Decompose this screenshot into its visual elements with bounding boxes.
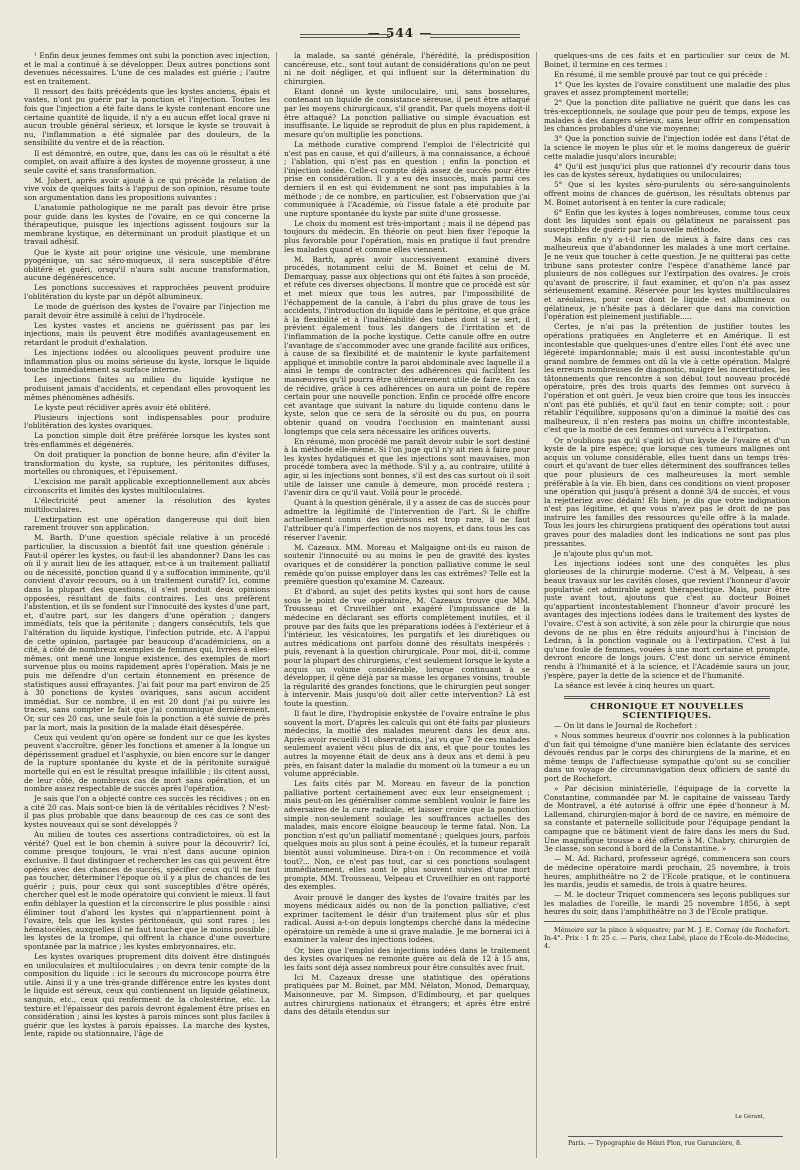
paragraph: Les injections faites au milieu du liquide kystique ne produisent jamais d'accidents, et cependant elles provoquent les mêmes phénomènes adhésifs. xyxy=(24,375,270,402)
paragraph: Il faut le dire, l'hydropisie enkystée de l'ovaire entraîne le plus souvent la mort. D'après les calculs qui ont été faits par plusieurs médecins, la moitié des malades meurent dans les deux ans. Après avoir recueilli 31 observations, j'ai vu que 7 de ces malades seulement avaient vécu plus de dix ans, et que pour toutes les autres la moyenne était de deux ans à deux ans et demi à peu près, en faisant dater la maladie du moment où la tumeur a eu un volume appréciable. xyxy=(284,709,530,779)
paragraph: La méthode curative comprend l'emploi de l'électricité qui n'est pas en cause, et qui d'ailleurs, à ma connaissance, a échoué ; l'ablation, qui n'est pas en question ; enfin la ponction et l'injection iodée. Celle-ci compte déjà assez de succès pour être prise en considération. Il y a eu des insuccès, mais parmi ces derniers il en est qui évidemment ne sont pas imputables à la méthode ; de ce nombre, en particulier, est l'observation que j'ai communiquée à l'Académie, où l'issue fatale a été produite par une rupture spontanée du kyste par suite d'une grossesse. xyxy=(284,139,530,218)
paragraph: Mais enfin n'y a-t-il rien de mieux à faire dans ces cas malheureux que d'abandonner les malades à une mort certaine. Je ne veux que toucher à cette question. Je ne quitterai pas cette tribune sans protester contre l'espèce d'anathème lancé par plusieurs de nos collègues sur l'extirpation des ovaires. Je crois qu'avant de proscrire, il faut examiner, et qu'on n'a pas assez sérieusement examiné. Réservée pour les kystes multiloculaires et aréolaires, pour ceux dont le liquide est albumineux ou gélatineux, je n'hésite pas à déclarer que dans ma conviction l'opération est pleinement justifiable..... xyxy=(544,234,790,322)
paragraph: Je n'ajoute plus qu'un mot. xyxy=(554,548,653,558)
list-item: 3° Que la ponction suivie de l'injection iodée est dans l'état de la science le moyen le plus sûr et le moins dangereux de guérir cette maladie jusqu'alors incurable; xyxy=(544,134,790,161)
paragraph: L'excision me paraît applicable exceptionnellement aux abcès circonscrits et limités des kystes multiloculaires. xyxy=(24,477,270,495)
printer-imprint: Paris. — Typographie de Henri Plon, rue Garancière, 8. xyxy=(568,1136,783,1147)
paragraph: Le choix du moment est très-important ; mais il ne dépend pas toujours du médecin. En théorie on peut bien fixer l'époque la plus favorable pour l'opération, mais en pratique il faut prendre les malades quand et comme elles viennent. xyxy=(284,218,530,254)
paragraph: En résumé, mon procédé me paraît devoir subir le sort destiné à la méthode elle-même. Si l'on juge qu'il n'y ait rien à faire pour les kystes hydatiques et que les injections sont mauvaises, mon procédé tombera avec la méthode. S'il y a, au contraire, utilité à agir, si les injections sont bonnes, s'il est des cas surtout où il soit utile de laisser une canule à demeure, mon procédé restera ; l'avenir dira ce qu'il vaut. Voilà pour le procédé. xyxy=(284,436,530,498)
paragraph: — On lit dans le Journal de Rochefort : xyxy=(554,720,698,730)
header-rule-right xyxy=(430,34,520,38)
paragraph: M. Jobert, après avoir ajouté à ce qui précède la relation de vive voix de quelques faits à l'appui de son opinion, résume toute son argumentation dans les propositions suivantes : xyxy=(24,175,270,202)
paragraph: La ponction simple doit être préférée lorsque les kystes sont très-enflammés et dégénérés. xyxy=(24,431,270,450)
paragraph: — M. le docteur Triquet commencera ses leçons publiques sur les maladies de l'oreille, le mardi 25 novembre 1856, à sept heures du soir, dans l'amphithéâtre no 3 de l'Ecole pratique. xyxy=(544,890,790,917)
paragraph: « Nous sommes heureux d'ouvrir nos colonnes à la publication d'un fait qui témoigne d'une manière bien éclatante des services dévoués rendus par le corps des chirurgiens de la marine, et en même temps de l'affectueuse sympathie qu'ont su se concilier dans un voyage de circumnavigation deux officiers de santé du port de Rochefort. xyxy=(544,731,790,783)
paragraph: ¹ Enfin deux jeunes femmes ont subi la ponction avec injection, et le mal a continué à se développer. Deux autres ponctions sont devenues nécessaires. L'une de ces malades est guérie ; l'autre est en traitement. xyxy=(24,52,270,86)
header-rule-left xyxy=(300,34,390,38)
paragraph: Et d'abord, au sujet des petits kystes qui sont hors de cause sous le point de vue opératoire, M. Cazeaux trouve que MM. Trousseau et Cruveilhier ont exagéré l'impuissance de la médecine en déclarant ses efforts complètement inutiles, et il prouve par des faits que les préparations iodées à l'extérieur et à l'intérieur, les vésicatoires, les purgatifs et les diurétiques ou autres médications ont parfois donné des résultats inespérés : puis, revenant à la question chirurgicale. Pour moi, dit-il, comme pour la plupart des chirurgiens, c'est seulement lorsque le kyste a acquis un volume considérable, lorsque continuant à se développer, il gêne déjà par sa masse les organes voisins, trouble la régularité des grandes fonctions, que le chirurgien peut songer à intervenir. Mais jusqu'où doit aller cette intervention? Là est toute la question. xyxy=(284,587,530,708)
section-heading: CHRONIQUE ET NOUVELLES SCIENTIFIQUES. xyxy=(590,702,744,721)
bibliography-note: Mémoire sur la pince à séquestre; par M. J. E. Cornay (de Rochefort. In-4°. Prix : 1 fr. 25 c. — Paris, chez Labé, place de l'École-de-Médecine, 4. xyxy=(544,926,790,950)
section-divider xyxy=(564,696,770,699)
paragraph: — M. Ad. Richard, professeur agrégé, commencera son cours de médecine opératoire mardi prochain, 25 novembre, à trois heures, amphithéâtre no 2 de l'Ecole pratique, et le continuera les mardis, jeudis et samedis, de trois à quatre heures. xyxy=(544,854,790,890)
paragraph: Les ponctions successives et rapprochées peuvent produire l'oblitération du kyste par un dépôt albumineux. xyxy=(24,283,270,302)
list-item: 4° Qu'il est jusqu'ici plus que rationnel d'y recourir dans tous les cas de kystes séreux, hydatiques ou uniloculaires; xyxy=(544,161,790,180)
paragraph: Les kystes vastes et anciens ne guérissent pas par les injections, mais ils peuvent être modifiés avantageusement en retardant le produit d'exhalation. xyxy=(24,320,270,347)
paragraph: quelques-uns de ces faits et en particulier sur ceux de M. Boinet, il termine en ces termes : xyxy=(544,52,790,69)
paragraph: L'anatomie pathologique ne me paraît pas devoir être prise pour guide dans les kystes de l'ovaire, en ce qui concerne la thérapeutique, puisque les injections agissent toujours sur la membrane kystique, en déterminant un produit plastique et un travail adhésif. xyxy=(24,203,270,247)
list-item: 2° Que la ponction dite palliative ne guérit que dans les cas très-exceptionnels, ne soulage que pour peu de temps, expose les malades à des dangers sérieux, sans leur offrir en compensation les chances probables d'une vie moyenne; xyxy=(544,98,790,134)
text-column-1 xyxy=(24,52,270,1162)
paragraph: M. Barth, après avoir successivement examiné divers procédés, notamment celui de M. Boinet et celui de M. Demarquay, passe aux objections qui ont été faites à son procédé, et réfute ces diverses objections. Il montre que ce procédé est sûr et met mieux que tous les autres, par l'impossibilité de l'échappement de la canule, à l'abri du plus grave de tous les accidents, l'introduction du liquide dans le péritoine, et que grâce à la flexibilité et à l'inaltérabilité des tubes dont il se sert, il prévient également tous les dangers de l'irritation et de l'inflammation de la poche kystique. Cette canule offre en outre l'avantage de s'accommoder avec une grande facilité aux orifices, à cause de sa flexibilité et de maintenir le kyste parfaitement appliqué et immobile contre la paroi abdominale avec laquelle il a ainsi le temps de contracter des adhérences qui facilitent les manœuvres qu'il pourra être ultérieurement utile de faire. En cas de récidive, grâce à ces adhérences on aura un point de repère certain pour une nouvelle ponction. Enfin ce procédé offre encore cet avantage que suivant la nature du liquide contenu dans le kyste, selon que ce sera de la sérosité ou du pus, on pourra obtenir quand on voudra l'occlusion en maintenant aussi longtemps que cela sera nécessaire les orifices ouverts. xyxy=(284,254,530,436)
paragraph: Certes, je n'ai pas la prétention de justifier toutes les opérations pratiquées en Angleterre et en Amérique. Il est incontestable que quelques-unes d'entre elles l'ont été avec une légèreté impardonnable; mais il est aussi incontestable qu'un grand nombre de femmes ont dû la vie à cette opération. Malgré les erreurs nombreuses de diagnostic, malgré les incertitudes, les tâtonnements que rencontre à son début tout nouveau procédé opératoire, près des trois quarts des femmes ont survécu à l'opération et ont guéri. Je veux bien croire que tous les insuccès n'ont pas été publiés, et qu'il faut en tenir compte; soit : pour rétablir l'équilibre, supposons qu'on a diminué la moitié des cas malheureux, il n'en restera pas moins un chiffre incontestable, c'est que la moitié de ces femmes ont survécu à l'extirpation. xyxy=(544,322,790,435)
paragraph: Or, bien que l'emploi des injections iodées dans le traitement des kystes ovariques ne remonte guère au delà de 12 à 15 ans, les faits sont déjà assez nombreux pour être consultés avec fruit. xyxy=(284,945,530,972)
list-item: 5° Que si les kystes séro-purulents ou séro-sanguinolents offrent moins de chances de guérison, les résultats obtenus par M. Boinet autorisent à en tenter la cure radicale; xyxy=(544,180,790,207)
paragraph: La séance est levée à cinq heures un quart. xyxy=(554,680,715,690)
paragraph: » Par décision ministérielle, l'équipage de la corvette la Constantine, commandée par M. le capitaine de vaisseau Tardy de Montravel, a été autorisé à offrir une épée d'honneur à M. Lallemand, chirurgien-major à bord de ce navire, en mémoire de sa constante et paternelle sollicitude pour l'équipage pendant la campagne que ce bâtiment vient de faire dans les mers du Sud. Une magnifique trousse a été offerte à M. Chabry, chirurgien de 3e classe, son second à bord de la Constantine. » xyxy=(544,784,790,854)
page-number: — 544 — xyxy=(362,26,438,40)
column-divider xyxy=(276,52,277,1158)
gerant-label: Le Gérant, xyxy=(735,1114,765,1120)
paragraph: Que le kyste ait pour origine une vésicule, une membrane pyogénique, un sac séro-muqueux, il sera susceptible d'être oblitéré et guéri, orsqu'il n'aura subi aucune transformation, aucune dégénérescence. xyxy=(24,247,270,283)
paragraph: L'extirpation est une opération dangereuse qui doit bien rarement trouver son application. xyxy=(24,514,270,533)
paragraph: Le mode de guérison des kystes de l'ovaire par l'injection me paraît devoir être assimilé à celui de l'hydrocèle. xyxy=(24,302,270,320)
paragraph: On doit pratiquer la ponction de bonne heure, afin d'éviter la transformation du kyste, sa rupture, les péritonites diffuses, mortelles ou chroniques, et l'épuisement. xyxy=(24,450,270,477)
paragraph: Le kyste peut récidiver après avoir été oblitéré. xyxy=(34,402,211,412)
paragraph: Les kystes ovariques proprement dits doivent être distingués en uniloculaires et multiloculaires ; on devra tenir compte de la composition du liquide : ici le secours du microscope pourra être utile. Ainsi il y a une très-grande différence entre les kystes dont le liquide est séreux, ceux qui contiennent un liquide gélatineux, sanguin, etc., ceux qui renferment de la cholestérine, etc. La texture et l'épaisseur des parois devront également être prises en considération ; ainsi les kystes à parois minces sont plus faciles à guérir que les kystes à parois épaisses. La marche des kystes, lente, rapide ou stationnaire, l'âge de xyxy=(24,951,270,1039)
page-header xyxy=(0,26,800,40)
paragraph: M. Barth. D'une question spéciale relative à un procédé particulier, la discussion a bientôt fait une question générale : Faut-il opérer les kystes, ou faut-il les abandonner? Dans les cas où il y aurait lieu de les attaquer, est-ce à un traitement palliatif ou de nécessité, ponction quand il y a suffocation imminente, qu'il convient d'avoir recours, ou à un traitement curatif? Ici, comme dans la plupart des questions, il s'est produit deux opinions opposées, résultant de faits contraires. Les uns préfèrent l'abstention, et ils se fondent sur l'innocuité des kystes d'une part, et, d'autre part, sur les dangers d'une opération ; dangers immédiats, tels que la péritonite ; dangers consécutifs, tels que l'altération du liquide kystique, l'infection putride, etc. A l'appui de cette opinion, partagée par beaucoup d'académiciens, on a cité, à côté de nombreux exemples de femmes qui, livrées à elles-mêmes, ont mené une longue existence, des exemples de mort survenue plus ou moins rapidement après l'opération. Mais je ne puis me défendre d'un certain étonnement en présence de statistiques aussi effrayantes. J'ai fait pour ma part environ de 25 à 30 ponctions de kystes ovariques, sans aucun accident immédiat. Sur ce nombre, il en est 20 dont j'ai pu suivre les traces, sans compter le fait que j'ai communiqué dernièrement. Or, sur ces 20 cas, une seule fois la ponction a été suivie de près par la mort, mais la position de la malade était désespérée. xyxy=(24,533,270,732)
paragraph: Etant donné un kyste uniloculaire, uni, sans bosselures, contenant un liquide de consistance séreuse, il peut être attaqué par les moyens chirurgicaux, s'il grandit. Par quels moyens doit-il être attaqué? La ponction palliative ou simple évacuation est insuffisante. Le liquide se reproduit de plus en plus rapidement, à mesure qu'on multiplie les ponctions. xyxy=(284,86,530,139)
paragraph: Les injections iodées sont une des conquêtes les plus glorieuses de la chirurgie moderne. C'est à M. Velpeau, à ses beaux travaux sur les cavités closes, que revient l'honneur d'avoir popularisé cet admirable agent thérapeutique. Mais, pour être juste avant tout, ajoutons que c'est au docteur Boinet qu'appartient incontestablement l'honneur d'avoir procuré les avantages des injections iodées dans le traitement des kystes de l'ovaire. C'est à son activité, à son zèle pour la chirurgie que nous devons de ne plus en être réduits aujourd'hui à l'incision de Ledran, à la ponction vaginale ou à l'extirpation. C'est à lui qu'une foule de femmes, vouées à une mort certaine et prompte, devront encore de longs jours. C'est donc un service éminent rendu à l'humanité et à la science, et l'Académie saura un jour, j'espère, payer la dette de la science et de l'humanité. xyxy=(544,558,790,680)
paragraph: Plusieurs injections sont indispensables pour produire l'oblitération des kystes ovariques. xyxy=(24,412,270,431)
text-column-2 xyxy=(284,52,530,1162)
paragraph: Il ressort des faits précédents que les kystes anciens, épais et vastes, n'ont pu guérir par la ponction et l'injection. Toutes les fois que l'injection a été faite dans le kyste contenant encore une certaine quantité de liquide, il n'y a eu aucun effet local grave ni aucun trouble général sérieux, et lorsque le kyste se trouvait à nu, l'inflammation a été signalée par des douleurs, de la sensibilité du ventre et de la réaction. xyxy=(24,86,270,148)
paragraph: En résumé, il me semble prouvé par tout ce qui précède : xyxy=(554,69,768,79)
list-item: 6° Enfin que les kystes à loges nombreuses, comme tous ceux dont les liquides sont épais ou gélatineux ne paraissent pas susceptibles de guérir par la nouvelle méthode. xyxy=(544,207,790,234)
paragraph: Je sais que l'on a objecté contre ces succès les récidives ; on en a cité 20 cas. Mais sont-ce bien là de véritables récidives ? N'est-il pas plus probable que dans beaucoup de ces cas ce sont des kystes nouveaux qui se sont développés ? xyxy=(24,794,270,830)
paragraph: la malade, sa santé générale, l'hérédité, la prédisposition cancéreuse, etc., sont tout autant de considérations qu'on ne peut ni ne doit négliger, et qui influent sur la détermination du chirurgien. xyxy=(284,52,530,86)
paragraph: L'électricité peut amener la résolution des kystes multiloculaires. xyxy=(24,496,270,514)
paragraph: Ceux qui veulent qu'on opère se fondent sur ce que les kystes peuvent s'accroître, gêner les fonctions et amener à la longue un dépérissement graduel et l'asphyxie, ou bien encore sur le danger de la rupture spontanée du kyste et de la péritonite suraiguë mortelle qui en est le résultat presque infaillible ; ils citent aussi, de leur côté, de nombreux cas de mort sans opération, et un nombre assez respectable de succès après l'opération. xyxy=(24,732,270,794)
paragraph: M. Cazeaux. MM. Moreau et Malgaigne ont-ils eu raison de soutenir l'innocuité ou au moins le peu de gravité des kystes ovariques et de considérer la ponction palliative comme le seul remède qu'on puisse employer dans les cas extrêmes? Telle est la première question qu'examine M. Cazeaux. xyxy=(284,542,530,587)
section-divider xyxy=(544,921,790,922)
paragraph: Avoir prouvé le danger des kystes de l'ovaire traités par les moyens médicaux aidés ou non de la ponction palliative, c'est exprimer tacitement le désir d'un traitement plus sûr et plus radical. Aussi a-t-on depuis longtemps cherché dans la médecine opératoire un remède à une si grave maladie. Je me bornerai ici à examiner la valeur des injections iodées. xyxy=(284,892,530,945)
column-divider xyxy=(536,52,537,1158)
text-column-3 xyxy=(544,52,790,1162)
paragraph: Il est démontré, en outre, que, dans les cas où le résultat a été complet, on avait affaire à des kystes de moyenne grosseur, à une seule cavité et sans transformation. xyxy=(24,148,270,175)
paragraph: Ici M. Cazeaux dresse une statistique des opérations pratiquées par M. Boinet, par MM. Nélaton, Monod, Demarquay, Maisonneuve, par M. Simpson, d'Edimbourg, et par quelques autres chirurgiens nationaux et étrangers; et après être entré dans des détails étendus sur xyxy=(284,972,530,1017)
paragraph: Les injections iodées ou alcooliques peuvent produire une inflammation plus ou moins sérieuse du kyste, lorsque le liquide touche immédiatement sa surface interne. xyxy=(24,348,270,375)
paragraph: Au milieu de toutes ces assertions contradictoires, où est la vérité? Quel est le bon chemin à suivre pour la découvrir? Ici, comme presque toujours, le vrai n'est dans aucune opinion exclusive. Il faut distinguer et rechercher les cas qui peuvent être opérés avec des chances de succès, spécifier ceux qu'il ne faut pas toucher, déterminer l'époque où il y a plus de chances de les guérir ; puis, pour ceux qui sont susceptibles d'être opérés, chercher quel est le mode opératoire qui convient le mieux. Il faut enfin déblayer la question et la circonscrire le plus possible : ainsi éliminer tout d'abord les kystes qui n'appartiennent point à l'ovaire, tels que les kystes péritonéaux, qui sont rares ; les hématocèles, auxquelles il ne faut toucher que le moins possible ; les kystes de la trompe, qui offrent la chance d'une ouverture spontanée par la matrice ; les kystes embryonnaires, etc. xyxy=(24,830,270,951)
list-item: 1° Que les kystes de l'ovaire constituent une maladie des plus graves et assez promptement mortelle; xyxy=(544,79,790,98)
paragraph: Quant à la question générale, il y a assez de cas de succès pour admettre la légitimité de l'intervention de l'art. Si le chiffre actuellement connu des guérisons est trop rare, il ne faut l'attribuer qu'à l'imperfection de nos moyens, et dans tous les cas réserver l'avenir. xyxy=(284,498,530,542)
paragraph: Or n'oublions pas qu'il s'agit ici d'un kyste de l'ovaire et d'un kyste de la pire espèce; que lorsque ces tumeurs malignes ont acquis un volume considérable, elles tuent dans un temps très-court et qu'avant de tuer elles déterminent des souffrances telles que pour plusieurs de ces malheureuses la mort semble préférable à la vie. Eh bien, dans ces conditions on vient proposer une opération qui jusqu'à présent a donné 3/4 de succès, et vous la rejetteriez avec dédain! Eh bien, je dis que votre indignation n'est pas légitime, et que vous n'avez pas le droit de ne pas instruire les familles des ressources qu'elle offre à la malade. Tous les jours les chirurgiens pratiquent des opérations tout aussi graves pour des maladies dont les indications ne sont pas plus pressantes. xyxy=(544,435,790,548)
paragraph: Les faits cités par M. Moreau en faveur de la ponction palliative portent certainement avec eux leur enseignement ; mais peut-on les généraliser comme semblent vouloir le faire les adversaires de la cure radicale, et laisser croire que la ponction simple non-seulement soulage les souffrances actuelles des malades, mais encore éloigne beaucoup le terme fatal. Non. La ponction n'est qu'un palliatif momentané ; quelques jours, parfois quelques mois au plus sont à peine écoulés, et la tumeur reparaît bientôt aussi volumineuse. Dira-t-on : On recommence et voilà tout?... Non, ce n'est pas tout, car si ces ponctions soulagent immédiatement, elles sont le plus souvent suivies d'une mort prompte. MM. Trousseau, Velpeau et Cruveilhier en ont rapporté des exemples. xyxy=(284,779,530,892)
